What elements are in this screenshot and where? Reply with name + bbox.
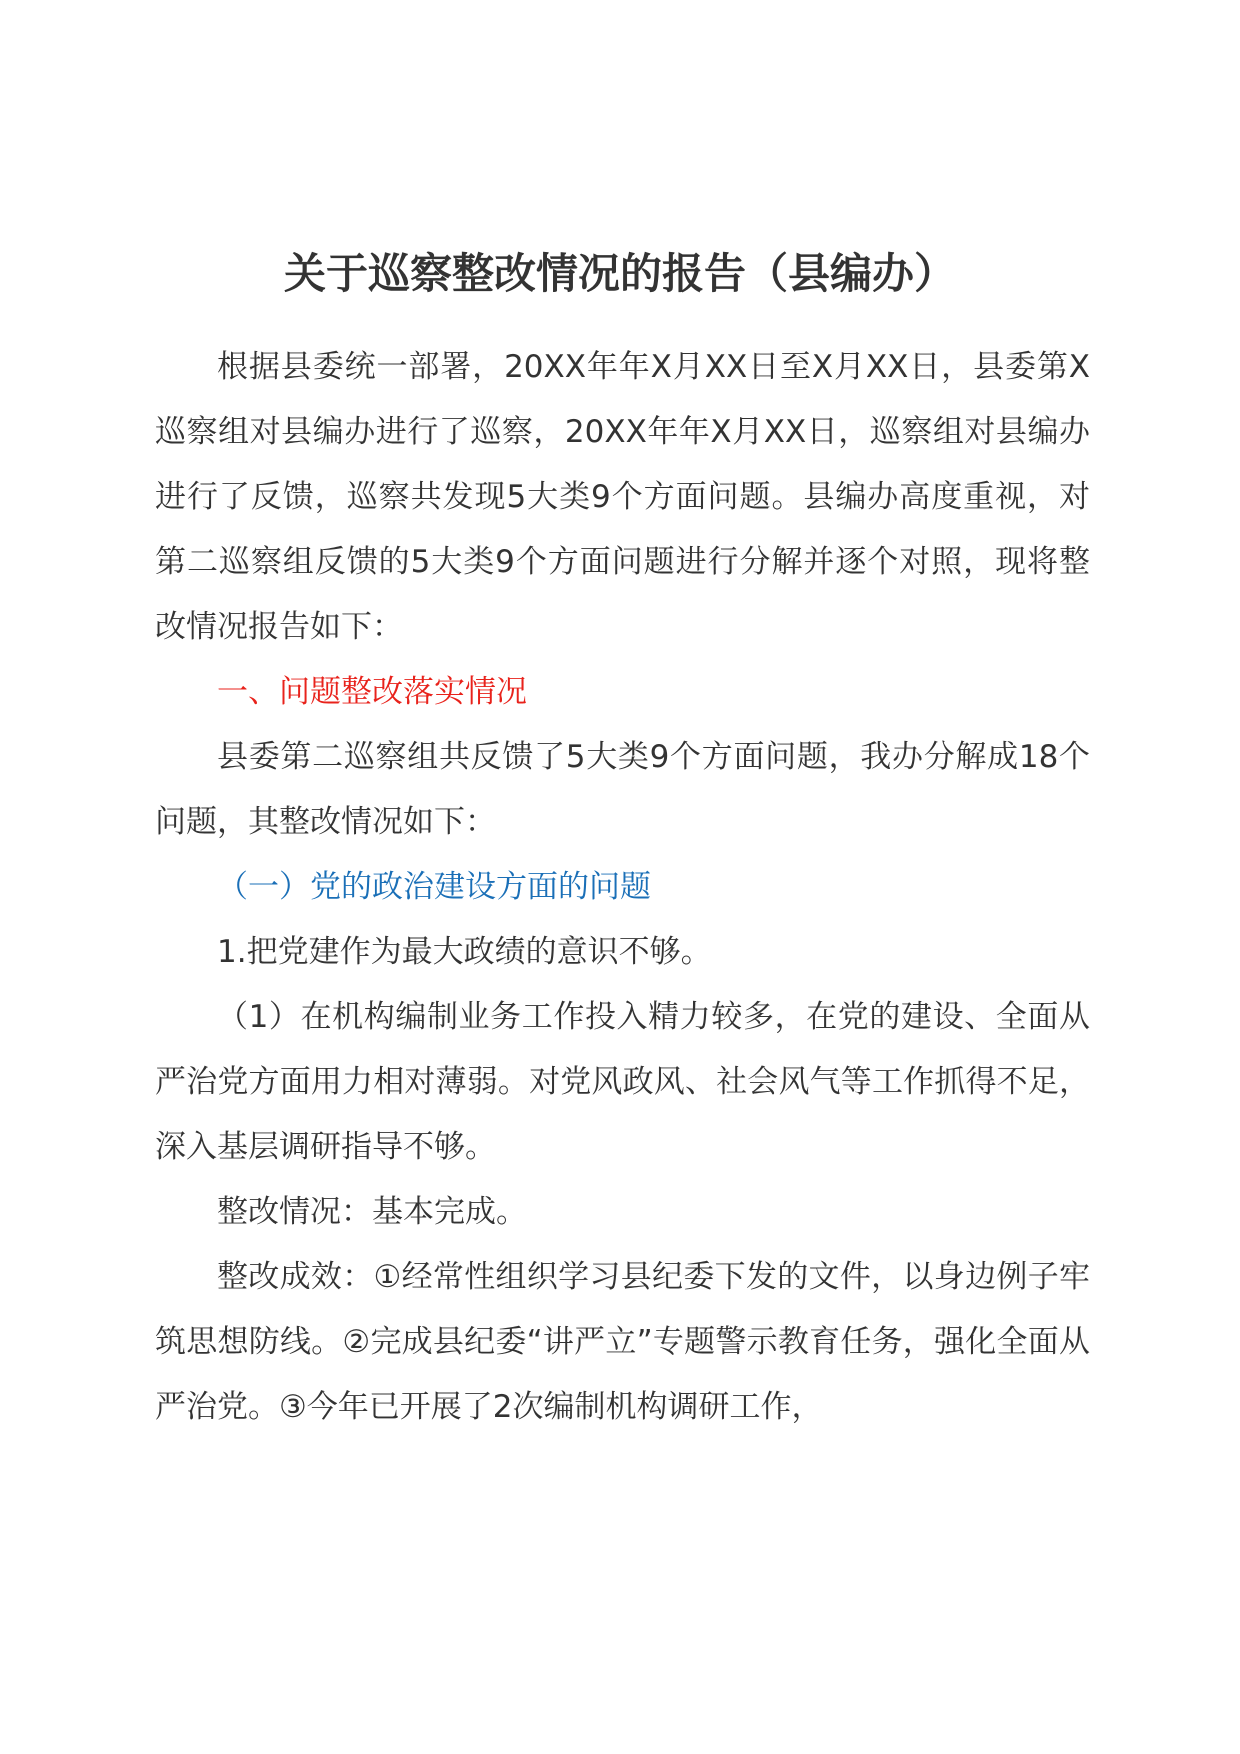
problem-detail-1: （1）在机构编制业务工作投入精力较多，在党的建设、全面从严治党方面用力相对薄弱。对党风政风、社会风气等工作抓得不足，深入基层调研指导不够。 <box>155 999 1090 1165</box>
section-intro-paragraph: 县委第二巡察组共反馈了5大类9个方面问题，我办分解成18个问题，其整改情况如下： <box>155 739 1090 840</box>
document-title: 关于巡察整改情况的报告（县编办） <box>283 249 956 298</box>
rectification-status: 整改情况：基本完成。 <box>217 1194 527 1230</box>
problem-item-1: 1.把党建作为最大政绩的意识不够。 <box>217 934 712 970</box>
rectification-results: 整改成效：①经常性组织学习县纪委下发的文件，以身边例子牢筑思想防线。②完成县纪委“讲严立”专题警示教育任务，强化全面从严治党。③今年已开展了2次编制机构调研工作， <box>155 1259 1090 1425</box>
intro-paragraph: 根据县委统一部署，20XX年年X月XX日至X月XX日，县委第X巡察组对县编办进行了巡察，20XX年年X月XX日，巡察组对县编办进行了反馈，巡察共发现5大类9个方面问题。县编办高度重视，对第二巡察组反馈的5大类9个方面问题进行分解并逐个对照，现将整改情况报告如下： <box>155 349 1090 645</box>
section-heading-1: 一、问题整改落实情况 <box>217 674 527 710</box>
document-body <box>155 335 1090 1440</box>
subsection-heading-1: （一）党的政治建设方面的问题 <box>217 869 651 905</box>
